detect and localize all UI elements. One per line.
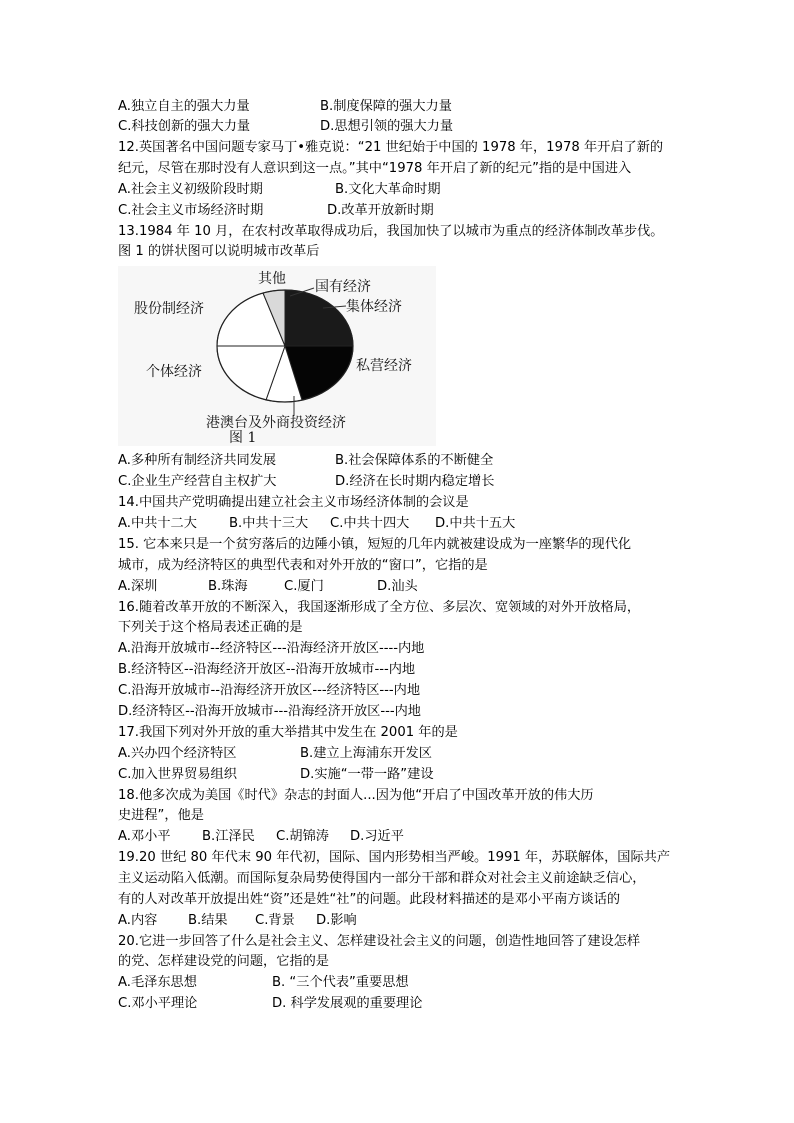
q16-option-a: A.沿海开放城市--经济特区---沿海经济开放区----内地 <box>118 641 425 656</box>
figure-caption: 图 1 <box>229 430 257 446</box>
q18-option-a: A.邓小平 <box>118 829 171 844</box>
q13-stem-line-1: 13.1984 年 10 月，在农村改革取得成功后，我国加快了以城市为重点的经济体制改革步伐。 <box>118 224 664 239</box>
q14-option-a: A.中共十二大 <box>118 516 197 531</box>
q16-option-d: D.经济特区--沿海开放城市---沿海经济开放区---内地 <box>118 704 421 719</box>
label-shareholding: 股份制经济 <box>134 301 204 317</box>
label-foreign: 港澳台及外商投资经济 <box>206 415 346 431</box>
q11-option-a: A.独立自主的强大力量 <box>118 99 250 114</box>
label-individual: 个体经济 <box>146 364 202 380</box>
q11-option-c: C.科技创新的强大力量 <box>118 119 251 134</box>
q17-option-b: B.建立上海浦东开发区 <box>300 746 432 761</box>
q19-stem-line-3: 有的人对改革开放提出姓“资”还是姓“社”的问题。此段材料描述的是邓小平南方谈话的 <box>118 892 621 907</box>
q12-stem-line-1: 12.英国著名中国问题专家马丁•雅克说：“21 世纪始于中国的 1978 年，1978 年开启了新的 <box>118 140 664 155</box>
q16-stem-line-2: 下列关于这个格局表述正确的是 <box>118 620 303 635</box>
q14-stem: 14.中国共产党明确提出建立社会主义市场经济体制的会议是 <box>118 495 469 510</box>
q14-option-d: D.中共十五大 <box>435 516 516 531</box>
q20-option-d: D. 科学发展观的重要理论 <box>272 996 423 1011</box>
q19-stem-line-1: 19.20 世纪 80 年代末 90 年代初，国际、国内形势相当严峻。1991 年，苏联解体，国际共产 <box>118 850 671 865</box>
q13-option-c: C.企业生产经营自主权扩大 <box>118 474 277 489</box>
q12-option-b: B.文化大革命时期 <box>335 182 441 197</box>
q17-option-d: D.实施“一带一路”建设 <box>300 767 434 782</box>
q19-option-d: D.影响 <box>316 913 357 928</box>
q16-option-b: B.经济特区--沿海经济开放区--沿海开放城市---内地 <box>118 662 416 677</box>
label-private: 私营经济 <box>356 358 412 374</box>
q20-option-c: C.邓小平理论 <box>118 996 198 1011</box>
q12-stem-line-2: 纪元，尽管在那时没有人意识到这一点。”其中“1978 年开启了新的纪元”指的是中国进入 <box>118 161 632 176</box>
q13-option-d: D.经济在长时期内稳定增长 <box>335 474 495 489</box>
q15-option-a: A.深圳 <box>118 579 158 594</box>
q18-option-d: D.习近平 <box>350 829 404 844</box>
q11-option-b: B.制度保障的强大力量 <box>320 99 452 114</box>
q13-option-b: B.社会保障体系的不断健全 <box>335 453 494 468</box>
q20-option-a: A.毛泽东思想 <box>118 975 197 990</box>
q18-option-c: C.胡锦涛 <box>276 829 329 844</box>
q18-stem-line-2: 史进程”，他是 <box>118 808 204 823</box>
q13-stem-line-2: 图 1 的饼状图可以说明城市改革后 <box>118 244 320 259</box>
q20-stem-line-1: 20.它进一步回答了什么是社会主义、怎样建设社会主义的问题，创造性地回答了建设怎样 <box>118 934 641 949</box>
q18-stem-line-1: 18.他多次成为美国《时代》杂志的封面人...因为他“开启了中国改革开放的伟大历 <box>118 788 594 803</box>
q11-option-d: D.思想引领的强大力量 <box>320 119 454 134</box>
q18-option-b: B.江泽民 <box>202 829 255 844</box>
q20-stem-line-2: 的党、怎样建设党的问题，它指的是 <box>118 954 329 969</box>
q15-stem-line-1: 15. 它本来只是一个贫穷落后的边陲小镇，短短的几年内就被建设成为一座繁华的现代化 <box>118 537 632 552</box>
q14-option-c: C.中共十四大 <box>330 516 410 531</box>
q19-option-c: C.背景 <box>255 913 295 928</box>
label-other: 其他 <box>258 271 286 287</box>
q17-stem: 17.我国下列对外开放的重大举措其中发生在 2001 年的是 <box>118 725 458 740</box>
label-collective: 集体经济 <box>346 299 402 315</box>
label-state: 国有经济 <box>315 279 371 295</box>
q17-option-a: A.兴办四个经济特区 <box>118 746 237 761</box>
q16-option-c: C.沿海开放城市--沿海经济开放区---经济特区---内地 <box>118 683 421 698</box>
q20-option-b: B. “三个代表”重要思想 <box>272 975 409 990</box>
q15-option-b: B.珠海 <box>208 579 248 594</box>
q15-option-d: D.汕头 <box>377 579 418 594</box>
figure-1-pie-chart <box>118 266 436 446</box>
q13-option-a: A.多种所有制经济共同发展 <box>118 453 277 468</box>
q19-option-a: A.内容 <box>118 913 158 928</box>
q15-stem-line-2: 城市，成为经济特区的典型代表和对外开放的“窗口”，它指的是 <box>118 558 488 573</box>
pie-slice-state-collective <box>285 290 353 346</box>
q19-option-b: B.结果 <box>188 913 228 928</box>
q12-option-d: D.改革开放新时期 <box>327 203 434 218</box>
q16-stem-line-1: 16.随着改革开放的不断深入，我国逐渐形成了全方位、多层次、宽领域的对外开放格局， <box>118 600 641 615</box>
q12-option-c: C.社会主义市场经济时期 <box>118 203 264 218</box>
q15-option-c: C.厦门 <box>284 579 324 594</box>
q14-option-b: B.中共十三大 <box>229 516 309 531</box>
q12-option-a: A.社会主义初级阶段时期 <box>118 182 263 197</box>
q19-stem-line-2: 主义运动陷入低潮。而国际复杂局势使得国内一部分干部和群众对社会主义前途缺乏信心， <box>118 871 646 886</box>
q17-option-c: C.加入世界贸易组织 <box>118 767 237 782</box>
